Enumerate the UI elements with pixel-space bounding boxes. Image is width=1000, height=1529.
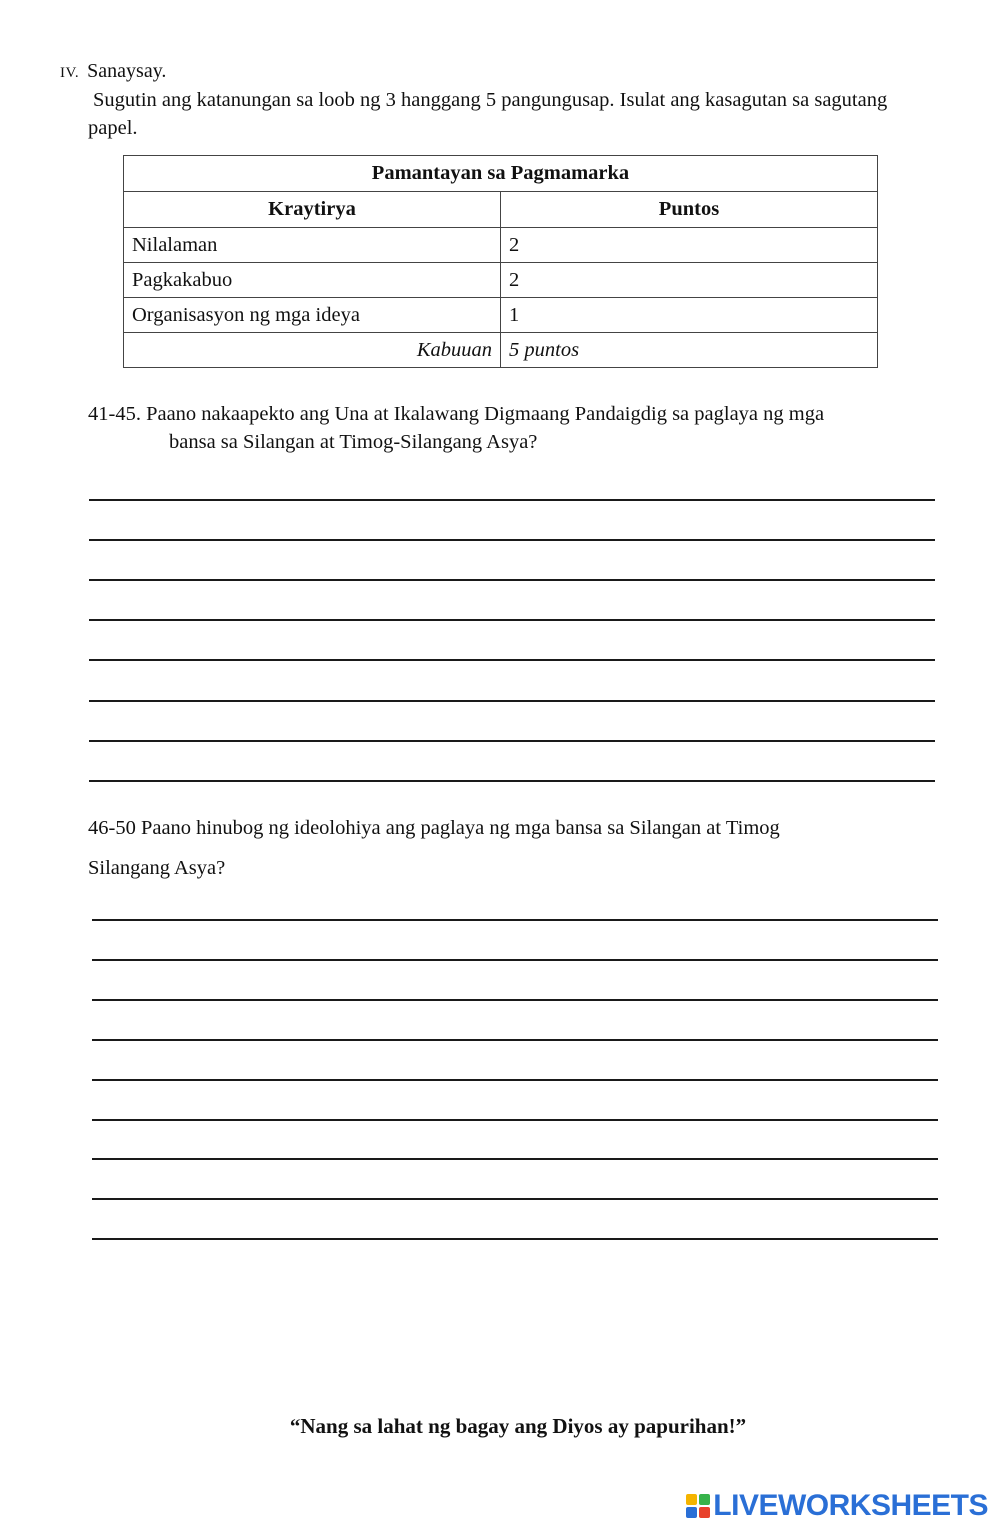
closing-quote: “Nang sa lahat ng bagay ang Diyos ay papurihan!” bbox=[289, 1414, 747, 1438]
table-row bbox=[124, 298, 878, 333]
section-number: IV. bbox=[60, 65, 80, 81]
instructions: Sugutin ang katanungan sa loob ng 3 hanggang 5 pangungusap. Isulat ang kasagutan sa sagutang papel. bbox=[88, 89, 888, 139]
total-value: 5 puntos bbox=[501, 333, 878, 368]
answer-line[interactable] bbox=[92, 1039, 938, 1041]
question-41-45 bbox=[88, 400, 938, 456]
answer-line[interactable] bbox=[92, 919, 938, 921]
answer-line[interactable] bbox=[92, 1158, 938, 1160]
answer-line[interactable] bbox=[92, 999, 938, 1001]
total-row bbox=[124, 333, 878, 368]
answer-line[interactable] bbox=[92, 1119, 938, 1121]
section-heading bbox=[60, 60, 166, 83]
points-cell: 1 bbox=[501, 298, 878, 333]
points-cell: 2 bbox=[501, 263, 878, 298]
question-text-line1: 41-45. Paano nakaapekto ang Una at Ikalawang Digmaang Pandaigdig sa paglaya ng mga bbox=[88, 403, 825, 425]
answer-line[interactable] bbox=[89, 619, 935, 621]
answer-line[interactable] bbox=[89, 740, 935, 742]
table-row bbox=[124, 228, 878, 263]
answer-line[interactable] bbox=[92, 1198, 938, 1200]
question-46-50 bbox=[88, 808, 938, 888]
answer-line[interactable] bbox=[89, 499, 935, 501]
rubric-title: Pamantayan sa Pagmamarka bbox=[124, 156, 878, 192]
question-text-line2: Silangang Asya? bbox=[88, 857, 226, 879]
answer-line[interactable] bbox=[89, 539, 935, 541]
table-row bbox=[124, 263, 878, 298]
answer-line[interactable] bbox=[89, 659, 935, 661]
header-points: Puntos bbox=[501, 192, 878, 228]
criterion-cell: Organisasyon ng mga ideya bbox=[124, 298, 501, 333]
points-cell: 2 bbox=[501, 228, 878, 263]
rubric-header-row bbox=[124, 192, 878, 228]
criterion-cell: Pagkakabuo bbox=[124, 263, 501, 298]
logo-icon bbox=[686, 1494, 710, 1518]
answer-line[interactable] bbox=[89, 780, 935, 782]
criterion-cell: Nilalaman bbox=[124, 228, 501, 263]
brand-name: LIVEWORKSHEETS bbox=[713, 1489, 988, 1522]
answer-line[interactable] bbox=[89, 700, 935, 702]
question-text-line2: bansa sa Silangan at Timog-Silangang Asya? bbox=[169, 431, 538, 453]
rubric-table bbox=[123, 155, 878, 368]
answer-line[interactable] bbox=[92, 959, 938, 961]
total-label: Kabuuan bbox=[124, 333, 501, 368]
section-title: Sanaysay. bbox=[87, 60, 167, 82]
question-text-line1: 46-50 Paano hinubog ng ideolohiya ang paglaya ng mga bansa sa Silangan at Timog bbox=[88, 817, 780, 839]
answer-line[interactable] bbox=[92, 1079, 938, 1081]
rubric-title-row bbox=[124, 156, 878, 192]
header-criterion: Kraytirya bbox=[124, 192, 501, 228]
answer-line[interactable] bbox=[89, 579, 935, 581]
liveworksheets-logo bbox=[686, 1489, 988, 1523]
answer-line[interactable] bbox=[92, 1238, 938, 1240]
